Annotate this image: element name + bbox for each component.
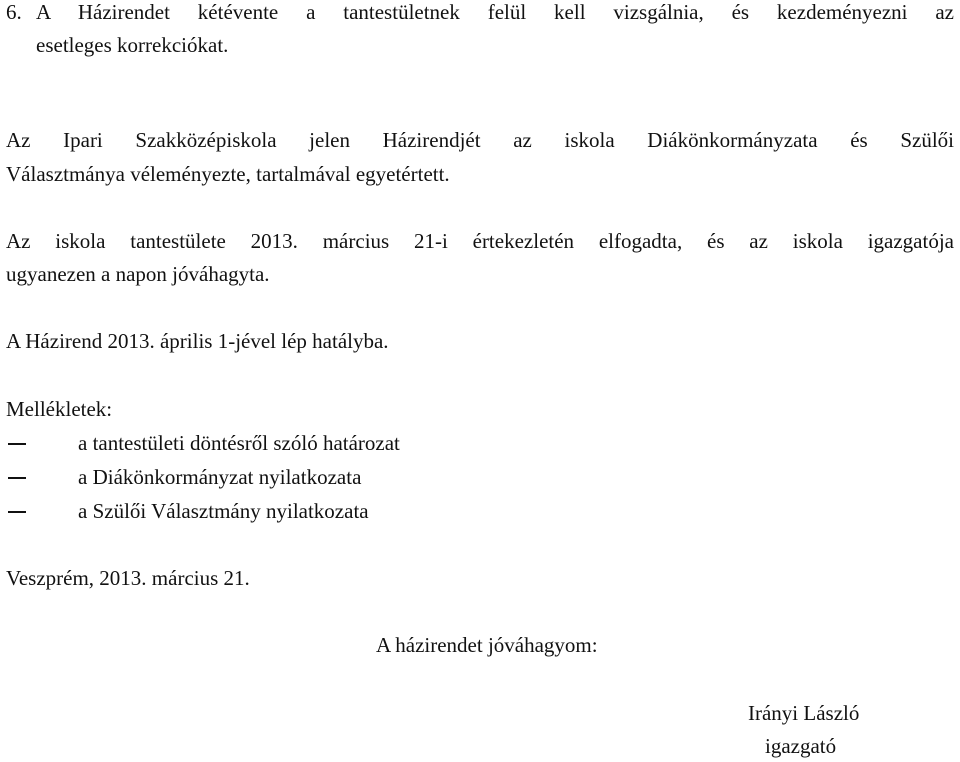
effective-date-paragraph: A Házirend 2013. április 1-jével lép hatályba. [6, 329, 389, 353]
approval-label: A házirendet jóváhagyom: [376, 633, 598, 657]
item-6-text-line-2: esetleges korrekciókat. [36, 33, 229, 57]
item-6-line-1 [6, 0, 954, 24]
item-6-text-line-1: A Házirendet kétévente a tantestületnek felül kell vizsgálnia, és kezdeményezni az [36, 0, 954, 24]
dash-bullet-icon [8, 477, 26, 479]
signer-name: Irányi László [748, 701, 860, 725]
attachment-item [8, 465, 361, 489]
adoption-paragraph-line-2: ugyanezen a napon jóváhagyta. [6, 262, 270, 286]
attachment-item [8, 499, 369, 523]
attachment-item [8, 431, 400, 455]
attachment-item-text: a Szülői Választmány nyilatkozata [78, 499, 369, 523]
attachments-heading: Mellékletek: [6, 397, 113, 421]
place-and-date: Veszprém, 2013. március 21. [6, 566, 250, 590]
attachment-item-text: a tantestületi döntésről szóló határozat [78, 431, 400, 455]
opinion-paragraph-line-2: Választmánya véleményezte, tartalmával egyetértett. [6, 162, 450, 186]
attachment-item-text: a Diákönkormányzat nyilatkozata [78, 465, 362, 489]
adoption-paragraph-line-1: Az iskola tantestülete 2013. március 21-i értekezletén elfogadta, és az iskola igazgatója [6, 229, 954, 253]
opinion-paragraph-line-1: Az Ipari Szakközépiskola jelen Házirendjét az iskola Diákönkormányzata és Szülői [6, 128, 954, 152]
dash-bullet-icon [8, 511, 26, 513]
item-6-number: 6. [6, 0, 22, 24]
dash-bullet-icon [8, 443, 26, 445]
signer-title: igazgató [765, 734, 837, 758]
